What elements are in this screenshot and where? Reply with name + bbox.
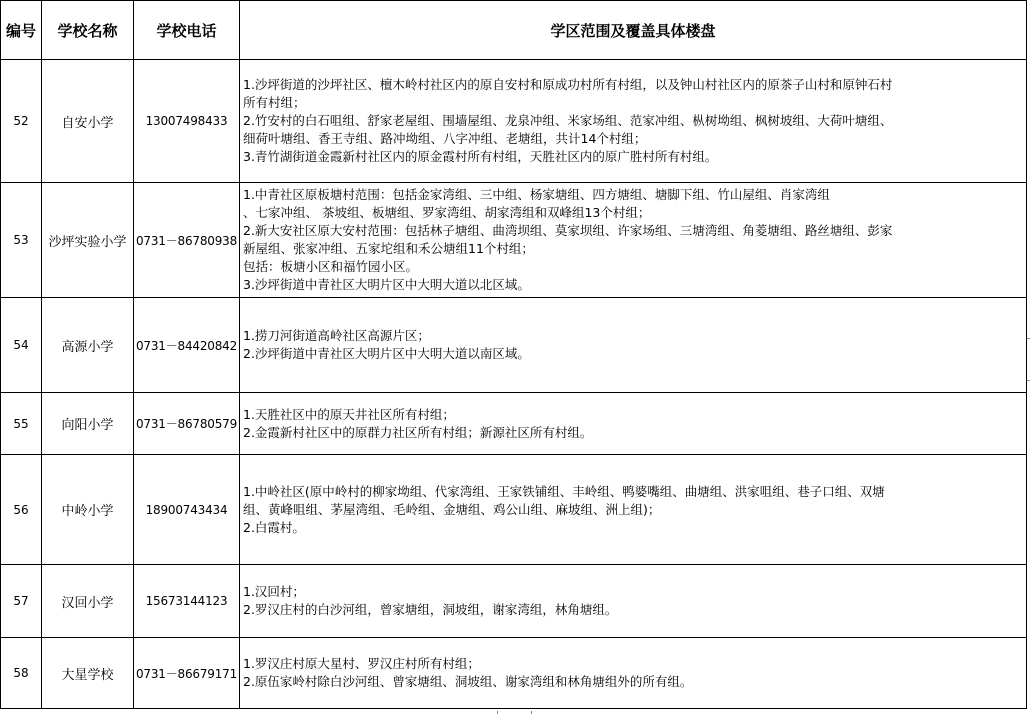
coverage-line: 2.原伍家岭村除白沙河组、曾家塘组、洞坡组、谢家湾组和林角塘组外的所有组。 bbox=[243, 674, 693, 689]
row-school-name: 汉回小学 bbox=[42, 565, 134, 638]
header-coverage: 学区范围及覆盖具体楼盘 bbox=[240, 1, 1027, 60]
row-id: 53 bbox=[1, 183, 42, 298]
coverage-line: 1.罗汉庄村原大星村、罗汉庄村所有村组； bbox=[243, 656, 480, 671]
row-id: 55 bbox=[1, 393, 42, 455]
header-row bbox=[1, 1, 1027, 60]
coverage-line: 1.捞刀河街道高岭社区高源片区； bbox=[243, 328, 430, 343]
row-school-name: 自安小学 bbox=[42, 60, 134, 183]
row-school-name: 中岭小学 bbox=[42, 455, 134, 565]
table-row bbox=[1, 455, 1027, 565]
row-school-phone: 13007498433 bbox=[134, 60, 240, 183]
row-school-phone: 0731－86780579 bbox=[134, 393, 240, 455]
coverage-line: 3.青竹湖街道金霞新村社区内的原金霞村所有村组，天胜社区内的原广胜村所有村组。 bbox=[243, 149, 718, 164]
coverage-line: 2.白霞村。 bbox=[243, 519, 305, 535]
coverage-line: 2.罗汉庄村的白沙河组，曾家塘组，洞坡组，谢家湾组，林角塘组。 bbox=[243, 602, 618, 617]
coverage-line: 组、黄峰咀组、茅屋湾组、毛岭组、金塘组、鸡公山组、麻坡组、洲上组)； bbox=[243, 501, 661, 517]
coverage-line: 1.天胜社区中的原天井社区所有村组； bbox=[243, 406, 455, 422]
row-coverage bbox=[240, 455, 1027, 565]
row-id: 57 bbox=[1, 565, 42, 638]
row-school-phone: 18900743434 bbox=[134, 455, 240, 565]
table-row bbox=[1, 298, 1027, 393]
header-school-name: 学校名称 bbox=[42, 1, 134, 60]
row-coverage bbox=[240, 638, 1027, 709]
coverage-line: 3.沙坪街道中青社区大明片区中大明大道以北区域。 bbox=[243, 277, 530, 292]
row-id: 58 bbox=[1, 638, 42, 709]
coverage-line: 新屋组、张家冲组、五家坨组和禾公塘组11个村组； bbox=[243, 241, 534, 256]
row-school-name: 沙坪实验小学 bbox=[42, 183, 134, 298]
coverage-line: 、七家冲组、 茶坡组、板塘组、罗家湾组、胡家湾组和双峰组13个村组； bbox=[243, 205, 651, 220]
row-school-phone: 15673144123 bbox=[134, 565, 240, 638]
row-school-phone: 0731－86780938 bbox=[134, 183, 240, 298]
row-coverage bbox=[240, 393, 1027, 455]
table-row bbox=[1, 60, 1027, 183]
row-school-phone: 0731－86679171 bbox=[134, 638, 240, 709]
coverage-line: 1.沙坪街道的沙坪社区、檀木岭村社区内的原自安村和原成功村所有村组，以及钟山村社区内的原茶子山村和原钟石村 bbox=[243, 77, 893, 92]
row-id: 52 bbox=[1, 60, 42, 183]
coverage-line: 2.竹安村的白石咀组、舒家老屋组、围墙屋组、龙泉冲组、米家场组、范家冲组、枞树坳组、枫树坡组、大荷叶塘组、 bbox=[243, 113, 893, 128]
coverage-line: 1.中岭社区(原中岭村的柳家坳组、代家湾组、王家铁铺组、丰岭组、鸭婆嘴组、曲塘组、洪家咀组、巷子口组、双塘 bbox=[243, 483, 885, 499]
coverage-line: 包括：板塘小区和福竹园小区。 bbox=[243, 259, 419, 274]
coverage-line: 细荷叶塘组、香王寺组、路冲坳组、八字冲组、老塘组，共计14个村组； bbox=[243, 131, 647, 146]
row-coverage bbox=[240, 183, 1027, 298]
row-coverage bbox=[240, 565, 1027, 638]
row-school-name: 向阳小学 bbox=[42, 393, 134, 455]
row-school-phone: 0731－84420842 bbox=[134, 298, 240, 393]
row-id: 54 bbox=[1, 298, 42, 393]
coverage-line: 1.中青社区原板塘村范围：包括金家湾组、三中组、杨家塘组、四方塘组、塘脚下组、竹山屋组、肖家湾组 bbox=[243, 187, 830, 202]
coverage-line: 2.沙坪街道中青社区大明片区中大明大道以南区域。 bbox=[243, 346, 530, 361]
row-id: 56 bbox=[1, 455, 42, 565]
table-row bbox=[1, 565, 1027, 638]
row-coverage bbox=[240, 298, 1027, 393]
header-id: 编号 bbox=[1, 1, 42, 60]
coverage-line: 所有村组； bbox=[243, 95, 306, 110]
header-school-phone: 学校电话 bbox=[134, 1, 240, 60]
table-row bbox=[1, 183, 1027, 298]
coverage-line: 2.新大安社区原大安村范围：包括林子塘组、曲湾坝组、莫家坝组、许家场组、三塘湾组、角菱塘组、路丝塘组、彭家 bbox=[243, 223, 893, 238]
row-coverage bbox=[240, 60, 1027, 183]
coverage-line: 1.汉回村； bbox=[243, 584, 305, 599]
row-school-name: 大星学校 bbox=[42, 638, 134, 709]
table-row bbox=[1, 393, 1027, 455]
row-school-name: 高源小学 bbox=[42, 298, 134, 393]
coverage-line: 2.金霞新村社区中的原群力社区所有村组；新源社区所有村组。 bbox=[243, 424, 593, 440]
table-row bbox=[1, 638, 1027, 709]
